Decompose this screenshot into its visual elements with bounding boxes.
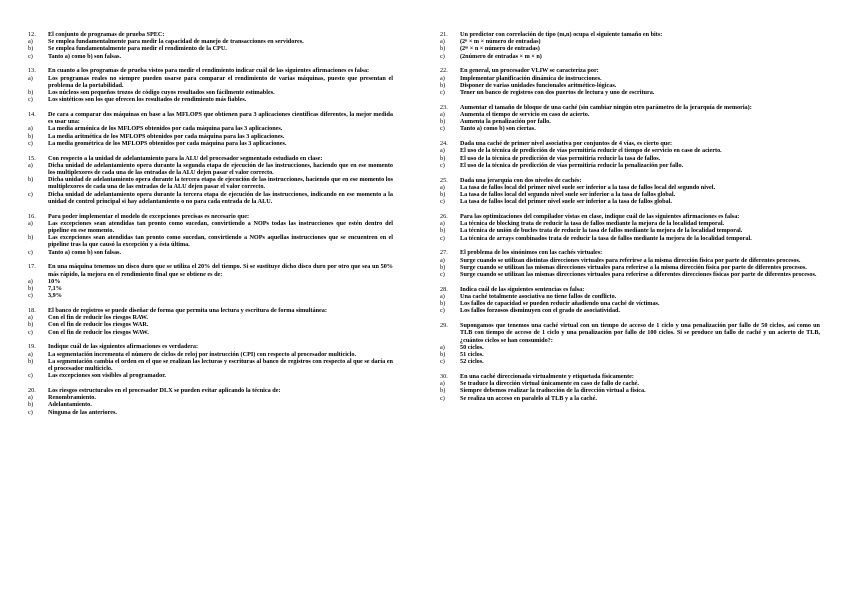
option-text: Surge cuando se utilizan las mismas direcciones virtuales para referirse a la misma dirección física por parte de diferentes procesos.	[460, 263, 807, 271]
question-stem	[440, 286, 820, 293]
answer-option	[28, 38, 393, 45]
question-text: El problema de los sinónimos con las cachés virtuales:	[460, 249, 603, 257]
answer-option	[440, 184, 820, 191]
option-text: El uso de la técnica de predicción de vías permitiría reducir el tiempo de servicio en caso de acierto.	[460, 147, 722, 155]
question-text: En una caché direccionada virtualmente y etiquetada físicamente:	[460, 373, 634, 381]
question-stem	[28, 155, 393, 162]
option-text: La técnica de unión de bucles trata de reducir la tasa de fallos mediante la mejora de la localidad temporal.	[460, 227, 743, 235]
question-21	[440, 31, 820, 60]
option-text: Dicha unidad de adelantamiento opera durante la tercera etapa de ejecución de las instrucciones, indicando en ese momento a la unidad de control principal si hay adelantamiento o no para cada entrada de la ALU.	[48, 190, 393, 205]
question-number: 26.	[440, 213, 448, 221]
question-29	[440, 322, 820, 365]
answer-option	[440, 235, 820, 242]
option-label: c)	[28, 372, 33, 380]
option-label: b)	[28, 285, 34, 293]
option-label: a)	[28, 277, 33, 285]
option-label: b)	[28, 401, 34, 409]
question-number: 13.	[28, 67, 36, 75]
option-text: Las excepciones sean atendidas tan pronto como sucedan, convirtiendo a NOPs todas las instrucciones que estén dentro del pipeline en ese momento.	[48, 219, 393, 235]
option-text: La segmentación cambia el orden en el que se realizan las lecturas y escrituras al banco de registros con respecto al que se daría en el procesador multiciclo.	[48, 357, 393, 373]
question-number: 14.	[28, 111, 36, 119]
question-number: 28.	[440, 285, 448, 293]
answer-option	[28, 278, 393, 285]
option-text: Con el fin de reducir los riesgos WAR.	[48, 321, 149, 329]
answer-option	[28, 394, 393, 401]
answer-option	[28, 53, 393, 60]
answer-option	[440, 53, 820, 60]
answer-option	[440, 264, 820, 271]
option-text: 52 ciclos.	[460, 358, 484, 366]
option-label: a)	[440, 380, 445, 388]
question-number: 21.	[440, 31, 448, 38]
answer-option	[28, 249, 393, 256]
option-text: Adelantamiento.	[48, 401, 92, 409]
option-label: c)	[28, 52, 33, 60]
option-text: La media aritmética de los MFLOPS obtenidos por cada máquina para las 3 aplicaciones.	[48, 132, 285, 140]
answer-option	[28, 329, 393, 336]
option-text: La técnica de arrays combinados trata de reducir la tasa de fallos mediante la mejora de la localidad temporal.	[460, 234, 752, 242]
option-label: c)	[440, 358, 445, 366]
question-text: Los riesgos estructurales en el procesador DLX se pueden evitar aplicando la técnica de:	[48, 387, 281, 395]
question-text: En cuanto a los programas de prueba vistos para medir el rendimiento indicar cuál de las siguientes afirmaciones es falsa:	[48, 67, 370, 75]
option-text: La segmentación incrementa el número de ciclos de reloj por instrucción (CPI) con respecto al procesador multiciclo.	[48, 350, 357, 358]
option-label: a)	[440, 293, 445, 301]
option-label: c)	[440, 161, 445, 169]
answer-option	[28, 75, 393, 89]
answer-option	[28, 358, 393, 372]
option-text: Disponer de varias unidades funcionales aritmético-lógicas.	[460, 81, 617, 89]
option-text: Aumenta el tiempo de servicio en caso de acierto.	[460, 111, 590, 119]
question-text: En una máquina tenemos un disco duro que se utiliza el 20% del tiempo. Si se sustituye dicho disco duro por otro que sea un 50% más rápido, la mejora en el rendimiento final que se obtiene es de:	[48, 263, 393, 278]
question-text: Indica cuál de las siguientes sentencias es falsa:	[460, 285, 585, 293]
option-label: b)	[440, 191, 446, 199]
option-text: El uso de la técnica de predicción de vías permitiría reducir la penalización por fallo.	[460, 161, 684, 169]
question-stem	[440, 213, 820, 220]
answer-option	[28, 89, 393, 96]
answer-option	[28, 176, 393, 190]
option-text: Siempre debemos realizar la traducción de la dirección virtual a física.	[460, 387, 646, 395]
option-label: c)	[440, 234, 445, 242]
answer-option	[440, 387, 820, 394]
option-text: Ninguna de las anteriores.	[48, 408, 117, 416]
question-number: 18.	[28, 307, 36, 315]
question-text: El conjunto de programas de prueba SPEC:	[48, 31, 165, 38]
option-text: Tanto a) como b) son falsas.	[48, 52, 121, 60]
question-number: 15.	[28, 154, 36, 162]
option-label: a)	[440, 256, 445, 264]
option-text: Se emplea fundamentalmente para medir el rendimiento de la CPU.	[48, 45, 227, 53]
option-label: a)	[28, 219, 33, 227]
question-number: 16.	[28, 212, 36, 220]
option-text: Las excepciones sean atendidas tan pronto como sucedan, convirtiendo a NOPs aquellas instrucciones que se encuentren en el pipeline tras la que causó la excepción y a ésta última.	[48, 234, 393, 249]
question-text: De cara a comparar dos máquinas en base a las MFLOPS que obtienen para 3 aplicaciones científicas diferentes, la mejor medida es usar una:	[48, 111, 393, 126]
option-text: Aumenta la penalización por fallo.	[460, 118, 551, 126]
option-label: a)	[440, 38, 445, 46]
question-number: 20.	[28, 387, 36, 395]
option-label: c)	[440, 394, 445, 402]
option-label: a)	[440, 111, 445, 119]
option-text: El uso de la técnica de predicción de vías permitiría reducir la tasa de fallos.	[460, 154, 661, 162]
question-number: 22.	[440, 67, 448, 75]
answer-option	[440, 380, 820, 387]
option-text: Una caché totalmente asociativa no tiene fallos de conflicto.	[460, 293, 617, 301]
option-text: La técnica de blocking trata de reducir la tasa de fallos mediante la mejora de la localidad temporal.	[460, 220, 725, 228]
question-25	[440, 177, 820, 206]
question-18	[28, 307, 393, 336]
question-20	[28, 387, 393, 416]
answer-option	[440, 155, 820, 162]
answer-option	[440, 45, 820, 52]
answer-option	[28, 372, 393, 379]
option-label: c)	[440, 271, 445, 279]
option-label: c)	[28, 190, 33, 198]
option-text: Los programas reales no siempre pueden usarse para comparar el rendimiento de varias máquinas, puesto que presentan el problema de la portabilidad.	[48, 74, 393, 89]
question-stem	[440, 31, 820, 38]
option-text: Surge cuando se utilizan las mismas direcciones virtuales para referirse a diferentes direcciones físicas por parte de diferentes procesos.	[460, 271, 817, 279]
question-stem	[28, 67, 393, 74]
option-text: Se emplea fundamentalmente para medir la capacidad de manejo de transacciones en servidores.	[48, 38, 304, 46]
option-label: a)	[440, 220, 445, 228]
question-text: El banco de registros se puede diseñar de forma que permita una lectura y escritura de forma simultánea:	[48, 307, 327, 315]
option-label: a)	[28, 74, 33, 82]
option-text: 3,9%	[48, 292, 62, 300]
option-label: c)	[28, 139, 33, 147]
option-label: c)	[28, 292, 33, 300]
question-stem	[28, 387, 393, 394]
answer-option	[440, 344, 820, 351]
option-text: Renombramiento.	[48, 394, 96, 402]
question-16	[28, 213, 393, 256]
option-text: (2número de entradas × m × n)	[460, 52, 542, 60]
answer-option	[440, 111, 820, 118]
option-label: a)	[28, 394, 33, 402]
question-stem	[440, 67, 820, 74]
option-label: c)	[440, 125, 445, 133]
answer-option	[28, 351, 393, 358]
option-text: 50 ciclos.	[460, 343, 484, 351]
answer-option	[440, 358, 820, 365]
question-text: En general, un procesador VLIW se caracteriza por:	[460, 67, 599, 75]
option-label: c)	[440, 307, 445, 315]
option-text: Tanto a) como b) son falsas.	[48, 248, 121, 256]
option-label: b)	[28, 234, 34, 242]
option-label: b)	[440, 154, 446, 162]
question-number: 25.	[440, 176, 448, 184]
option-text: Implementar planificación dinámica de instrucciones.	[460, 74, 602, 82]
question-stem	[440, 104, 820, 111]
answer-option	[28, 321, 393, 328]
option-text: Los fallos de capacidad se pueden reducir añadiendo una caché de víctimas.	[460, 300, 660, 308]
option-label: c)	[28, 408, 33, 416]
question-text: Para poder implementar el modelo de excepciones precisas es necesario que:	[48, 212, 250, 220]
answer-option	[440, 293, 820, 300]
answer-option	[28, 285, 393, 292]
answer-option	[28, 45, 393, 52]
option-text: (2ᵐ × n × número de entradas)	[460, 45, 540, 53]
question-stem	[440, 249, 820, 256]
option-label: a)	[28, 125, 33, 133]
question-17	[28, 263, 393, 299]
answer-option	[440, 198, 820, 205]
option-label: b)	[440, 81, 446, 89]
question-stem	[440, 177, 820, 184]
option-text: La tasa de fallos local del segundo nivel suele ser inferior a la tasa de fallos global.	[460, 191, 676, 199]
answer-option	[440, 300, 820, 307]
question-14	[28, 111, 393, 147]
question-15	[28, 155, 393, 205]
answer-option	[28, 234, 393, 248]
option-text: Con el fin de reducir los riesgos WAW.	[48, 328, 149, 336]
answer-option	[440, 147, 820, 154]
question-text: Dada una jerarquía con dos niveles de cachés:	[460, 176, 582, 184]
right-column	[440, 31, 820, 409]
option-label: b)	[28, 176, 34, 184]
answer-option	[440, 351, 820, 358]
question-number: 29.	[440, 322, 448, 330]
answer-option	[28, 140, 393, 147]
option-text: La tasa de fallos local del primer nivel suele ser inferior a la tasa de fallos global.	[460, 198, 672, 206]
answer-option	[28, 401, 393, 408]
option-text: Las excepciones son visibles al programador.	[48, 372, 166, 380]
option-label: c)	[440, 52, 445, 60]
question-27	[440, 249, 820, 278]
option-label: a)	[440, 183, 445, 191]
option-text: La media armónica de los MFLOPS obtenidos por cada máquina para las 3 aplicaciones.	[48, 125, 283, 133]
answer-option	[28, 409, 393, 416]
question-text: Indique cuál de las siguientes afirmaciones es verdadera:	[48, 343, 199, 351]
option-label: b)	[28, 321, 34, 329]
option-label: b)	[440, 351, 446, 359]
question-28	[440, 286, 820, 315]
left-column	[28, 31, 393, 423]
option-text: Con el fin de reducir los riesgos RAW.	[48, 314, 148, 322]
question-stem	[440, 373, 820, 380]
option-label: a)	[28, 38, 33, 46]
option-label: a)	[440, 147, 445, 155]
option-label: b)	[28, 132, 34, 140]
option-label: a)	[28, 350, 33, 358]
question-13	[28, 67, 393, 103]
question-text: Aumentar el tamaño de bloque de una caché (sin cambiar ningún otro parámetro de la jerarquía de memoria):	[460, 103, 752, 111]
option-label: b)	[440, 227, 446, 235]
question-text: Para las optimizaciones del compilador vistas en clase, indique cuál de las siguientes afirmaciones es falsa:	[460, 213, 740, 221]
option-text: La media geométrica de los MFLOPS obtenidos por cada máquina para las 3 aplicaciones.	[48, 139, 287, 147]
answer-option	[440, 89, 820, 96]
question-24	[440, 140, 820, 169]
answer-option	[440, 307, 820, 314]
question-number: 24.	[440, 140, 448, 148]
question-number: 12.	[28, 31, 36, 38]
option-text: Surge cuando se utilizan distintas direcciones virtuales para referirse a la misma dirección física por parte de diferentes procesos.	[460, 256, 801, 264]
option-text: Dicha unidad de adelantamiento opera durante la tercera etapa de ejecución de las instrucciones, haciendo que en ese momento los multiplexores de cada una de las entradas de la ALU dejen pasar el valor correcto.	[48, 176, 393, 191]
option-label: b)	[28, 357, 34, 365]
option-label: a)	[440, 74, 445, 82]
answer-option	[28, 292, 393, 299]
question-12	[28, 31, 393, 60]
question-text: Un predictor con correlación de tipo (m,n) ocupa el siguiente tamaño en bits:	[460, 31, 663, 38]
question-26	[440, 213, 820, 242]
option-label: b)	[440, 118, 446, 126]
answer-option	[28, 162, 393, 176]
question-22	[440, 67, 820, 96]
option-label: c)	[440, 89, 445, 97]
question-stem	[28, 263, 393, 277]
option-text: Se realiza un acceso en paralelo al TLB y a la caché.	[460, 394, 597, 402]
option-text: Los núcleos son pequeños trozos de código cuyos resultados son fácilmente estimables.	[48, 89, 275, 97]
question-stem	[28, 213, 393, 220]
option-label: b)	[440, 263, 446, 271]
question-text: Supongamos que tenemos una caché virtual con un tiempo de acceso de 1 ciclo y una penalización por fallo de 50 ciclos, así como un TLB con tiempo de acceso de 1 ciclo y una penalización por fallo de 100 ciclos. Si se produce un fallo de caché y un acierto de TLB, ¿cuántos ciclos se han consumido?:	[460, 322, 820, 344]
option-label: a)	[28, 314, 33, 322]
answer-option	[440, 191, 820, 198]
option-label: c)	[28, 248, 33, 256]
question-text: Dada una caché de primer nivel asociativa por conjuntos de 4 vías, es cierto que:	[460, 140, 673, 148]
answer-option	[440, 118, 820, 125]
option-text: Dicha unidad de adelantamiento opera durante la segunda etapa de ejecución de las instrucciones, haciendo que en ese momento los multiplexores de cada una de las entradas de la ALU dejen pasar el valor correcto.	[48, 161, 393, 177]
answer-option	[28, 96, 393, 103]
question-number: 30.	[440, 373, 448, 381]
option-text: (2ⁿ × m × número de entradas)	[460, 38, 541, 46]
option-label: c)	[440, 198, 445, 206]
option-label: b)	[28, 89, 34, 97]
option-label: b)	[440, 45, 446, 53]
answer-option	[440, 125, 820, 132]
question-stem	[440, 140, 820, 147]
option-label: c)	[28, 96, 33, 104]
answer-option	[28, 314, 393, 321]
answer-option	[440, 271, 820, 278]
option-text: Los fallos forzosos disminuyen con el grado de asociatividad.	[460, 307, 621, 315]
answer-option	[440, 75, 820, 82]
option-text: La tasa de fallos local del primer nivel suele ser inferior a la tasa de fallos local del segundo nivel.	[460, 183, 716, 191]
option-label: b)	[440, 300, 446, 308]
option-label: b)	[440, 387, 446, 395]
question-stem	[28, 111, 393, 125]
answer-option	[28, 133, 393, 140]
answer-option	[28, 191, 393, 205]
answer-option	[440, 82, 820, 89]
answer-option	[440, 257, 820, 264]
answer-option	[440, 220, 820, 227]
answer-option	[440, 227, 820, 234]
answer-option	[28, 125, 393, 132]
question-number: 23.	[440, 103, 448, 111]
option-text: Los sintéticos son los que ofrecen los resultados de rendimiento más fiables.	[48, 96, 247, 104]
option-label: b)	[28, 45, 34, 53]
option-text: 51 ciclos.	[460, 351, 484, 359]
question-stem	[440, 322, 820, 344]
option-text: Se traduce la dirección virtual únicamente en caso de fallo de caché.	[460, 380, 639, 388]
option-text: Tener un banco de registros con dos puertos de lectura y uno de escritura.	[460, 89, 655, 97]
option-label: c)	[28, 328, 33, 336]
option-text: 7,1%	[48, 285, 62, 293]
option-label: a)	[440, 343, 445, 351]
question-30	[440, 373, 820, 402]
option-text: Tanto a) como b) son ciertas.	[460, 125, 536, 133]
question-number: 17.	[28, 263, 36, 271]
question-number: 19.	[28, 343, 36, 351]
option-label: a)	[28, 161, 33, 169]
answer-option	[440, 162, 820, 169]
answer-option	[440, 38, 820, 45]
question-text: Con respecto a la unidad de adelantamiento para la ALU del procesador segmentado estudiado en clase:	[48, 154, 323, 162]
answer-option	[28, 220, 393, 234]
question-stem	[28, 307, 393, 314]
question-stem	[28, 343, 393, 350]
question-19	[28, 343, 393, 379]
answer-option	[440, 395, 820, 402]
question-23	[440, 104, 820, 133]
question-number: 27.	[440, 249, 448, 257]
question-stem	[28, 31, 393, 38]
option-text: 10%	[48, 277, 61, 285]
